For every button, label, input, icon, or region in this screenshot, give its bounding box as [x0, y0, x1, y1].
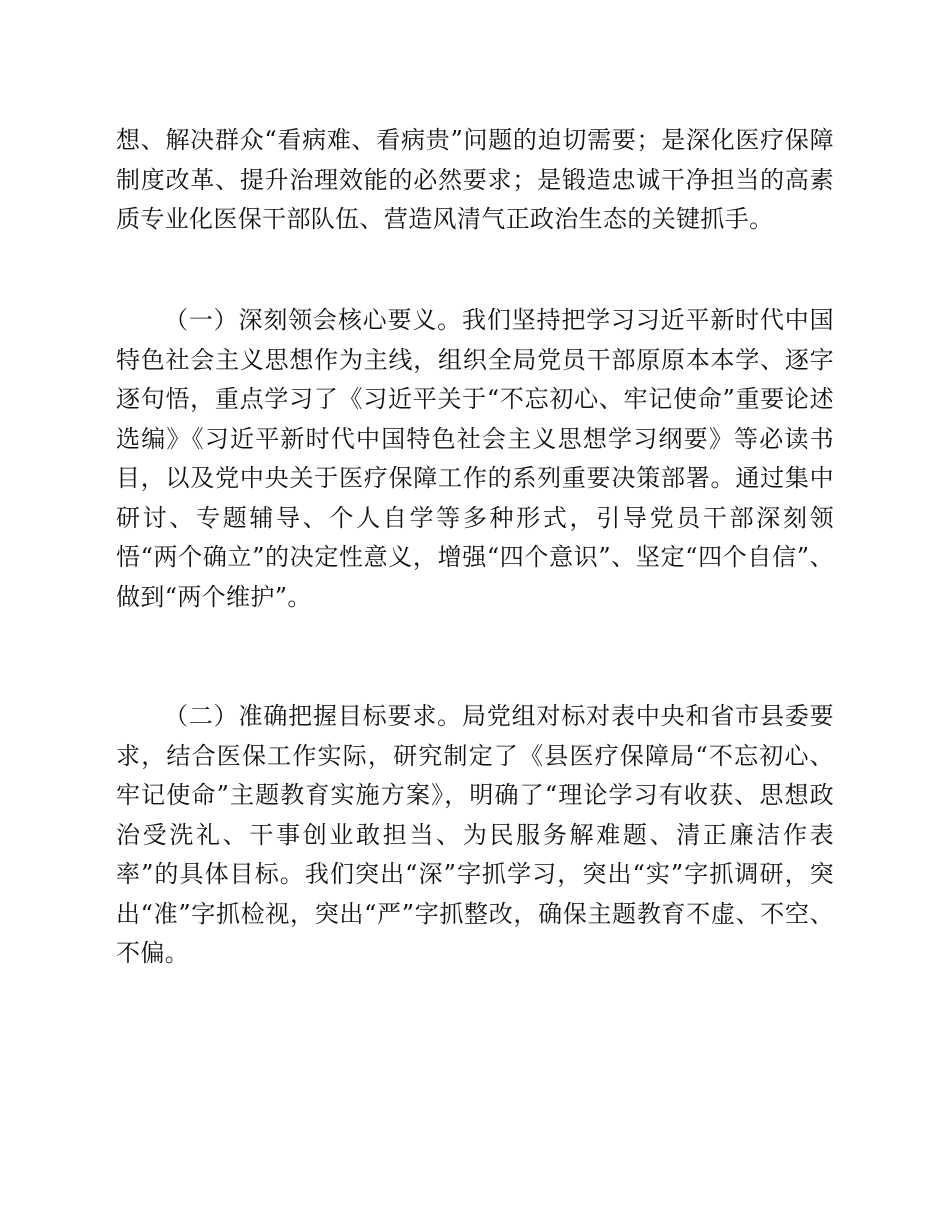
paragraph-section-two: （二）准确把握目标要求。局党组对标对表中央和省市县委要求，结合医保工作实际，研究制定了《县医疗保障局“不忘初心、牢记使命”主题教育实施方案》，明确了“理论学习有收获、思想政治受洗礼、干事创业敢担当、为民服务解难题、清正廉洁作表率”的具体目标。我们突出“深”字抓学习，突出“实”字抓调研，突出“准”字抓检视，突出“严”字抓整改，确保主题教育不虚、不空、不偏。	[116, 702, 834, 967]
paragraph-continuation: 想、解决群众“看病难、看病贵”问题的迫切需要；是深化医疗保障制度改革、提升治理效能的必然要求；是锻造忠诚干净担当的高素质专业化医保干部队伍、营造风清气正政治生态的关键抓手。	[116, 126, 834, 233]
paragraph-section-one: （一）深刻领会核心要义。我们坚持把学习习近平新时代中国特色社会主义思想作为主线，组织全局党员干部原原本本学、逐字逐句悟，重点学习了《习近平关于“不忘初心、牢记使命”重要论述选编》《习近平新时代中国特色社会主义思想学习纲要》等必读书目，以及党中央关于医疗保障工作的系列重要决策部署。通过集中研讨、专题辅导、个人自学等多种形式，引导党员干部深刻领悟“两个确立”的决定性意义，增强“四个意识”、坚定“四个自信”、做到“两个维护”。	[116, 306, 834, 611]
